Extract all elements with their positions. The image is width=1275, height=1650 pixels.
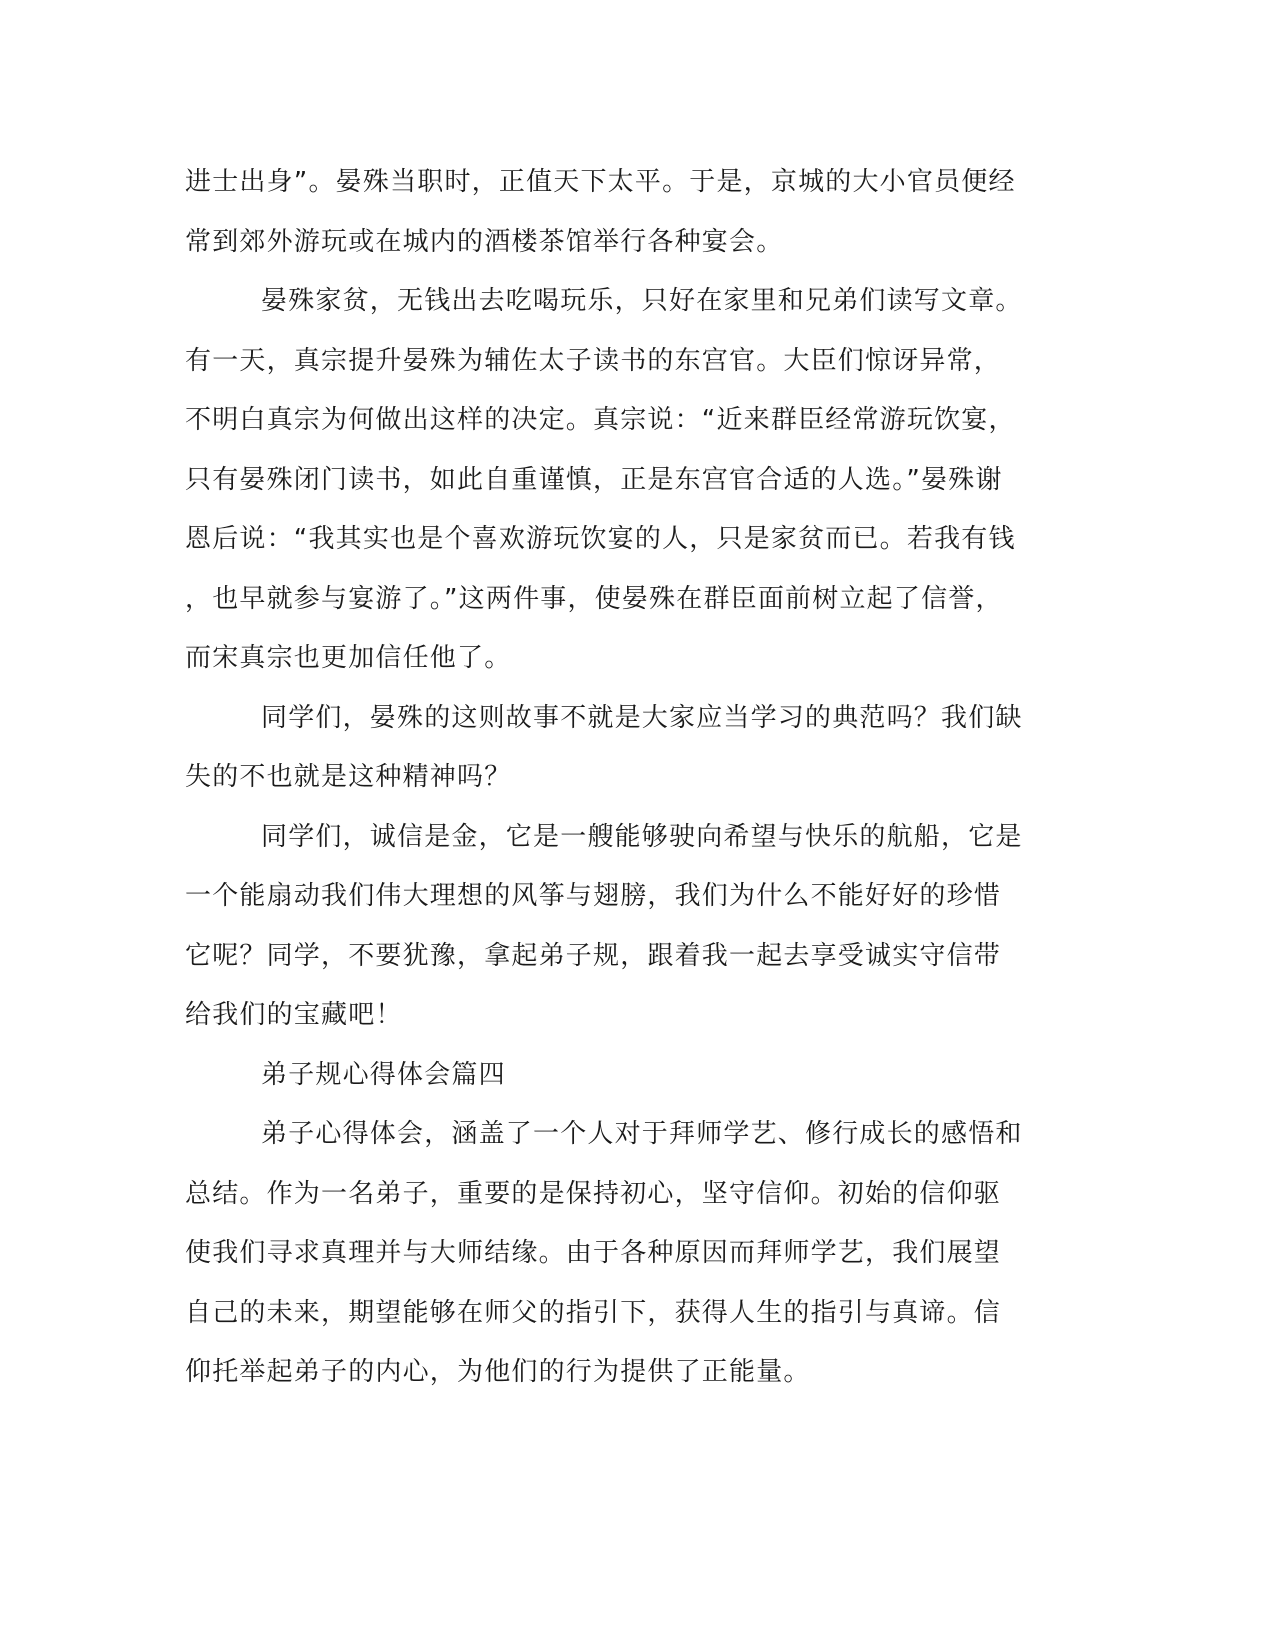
text-line: 进士出身”。晏殊当职时，正值天下太平。于是，京城的大小官员便经 <box>185 167 1016 197</box>
text-line: 恩后说：“我其实也是个喜欢游玩饮宴的人，只是家贫而已。若我有钱 <box>185 524 1016 554</box>
text-line: 仰托举起弟子的内心，为他们的行为提供了正能量。 <box>185 1357 811 1387</box>
text-line: 弟子规心得体会篇四 <box>261 1059 506 1090</box>
text-line: 弟子心得体会，涵盖了一个人对于拜师学艺、修行成长的感悟和 <box>261 1119 1023 1149</box>
text-line: 不明白真宗为何做出这样的决定。真宗说：“近来群臣经常游玩饮宴， <box>185 405 1016 435</box>
text-line: 自己的未来，期望能够在师父的指引下，获得人生的指引与真谛。信 <box>185 1297 1002 1328</box>
text-line: 而宋真宗也更加信任他了。 <box>185 643 512 673</box>
text-line: 只有晏殊闭门读书，如此自重谨慎，正是东宫官合适的人选。”晏殊谢 <box>185 464 1003 495</box>
text-line: 有一天，真宗提升晏殊为辅佐太子读书的东宫官。大臣们惊讶异常， <box>185 345 1002 376</box>
paragraph <box>185 689 1065 808</box>
paragraph <box>185 272 1065 689</box>
paragraph <box>185 808 1065 1046</box>
paragraph <box>185 1105 1065 1403</box>
paragraph <box>185 1046 1065 1106</box>
text-line: ，也早就参与宴游了。”这两件事，使晏殊在群臣面前树立起了信誉， <box>185 583 1003 614</box>
text-line: 总结。作为一名弟子，重要的是保持初心，坚守信仰。初始的信仰驱 <box>185 1178 1002 1209</box>
text-line: 同学们，晏殊的这则故事不就是大家应当学习的典范吗？我们缺 <box>261 702 1023 733</box>
text-line: 它呢？同学，不要犹豫，拿起弟子规，跟着我一起去享受诚实守信带 <box>185 940 1002 971</box>
paragraph <box>185 153 1065 272</box>
text-line: 常到郊外游玩或在城内的酒楼茶馆举行各种宴会。 <box>185 226 784 257</box>
text-line: 失的不也就是这种精神吗？ <box>185 762 512 792</box>
text-line: 同学们，诚信是金，它是一艘能够驶向希望与快乐的航船，它是 <box>261 821 1023 852</box>
text-line: 使我们寻求真理并与大师结缘。由于各种原因而拜师学艺，我们展望 <box>185 1238 1002 1268</box>
text-line: 晏殊家贫，无钱出去吃喝玩乐，只好在家里和兄弟们读写文章。 <box>261 286 1023 316</box>
text-line: 给我们的宝藏吧！ <box>185 1000 403 1030</box>
text-line: 一个能扇动我们伟大理想的风筝与翅膀，我们为什么不能好好的珍惜 <box>185 881 1002 911</box>
document-body <box>185 153 1065 1403</box>
